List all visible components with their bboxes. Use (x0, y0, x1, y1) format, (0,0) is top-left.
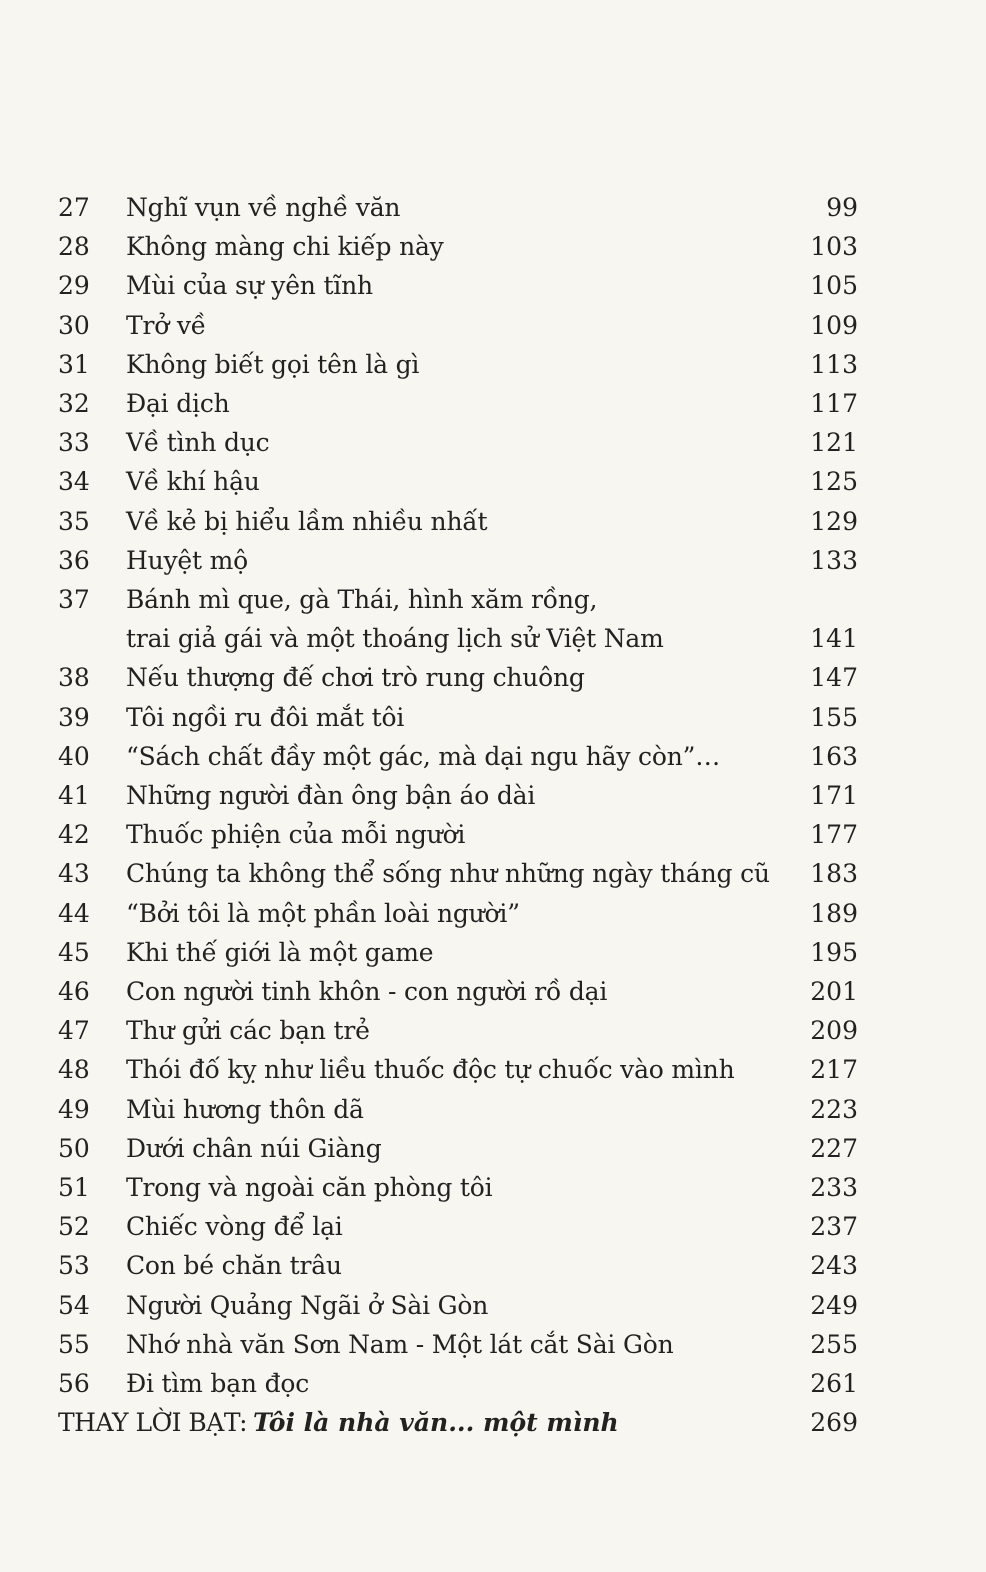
toc-entry-number: 33 (58, 428, 90, 458)
toc-entry-page-number: 155 (810, 702, 858, 732)
toc-entry (58, 1286, 858, 1325)
toc-entry (58, 658, 858, 697)
toc-entry-number: 54 (58, 1290, 90, 1320)
toc-entry (58, 815, 858, 854)
toc-entry-title (126, 698, 778, 737)
toc-entry-title-line: Thư gửi các bạn trẻ (126, 1016, 370, 1046)
toc-entry (58, 306, 858, 345)
toc-entry-number: 34 (58, 467, 90, 497)
toc-entry-page-number: 233 (810, 1173, 858, 1203)
toc-entry-title-line: Trong và ngoài căn phòng tôi (126, 1173, 493, 1203)
toc-entry-title (126, 737, 778, 776)
toc-entry-page-number: 209 (810, 1016, 858, 1046)
toc-entry-number: 40 (58, 741, 90, 771)
toc-entry-title (126, 1129, 778, 1168)
toc-entry-number: 39 (58, 702, 90, 732)
toc-entry (58, 541, 858, 580)
toc-entry (58, 462, 858, 501)
toc-entry-title-line: Dưới chân núi Giàng (126, 1133, 382, 1163)
toc-entry-title-line: Nếu thượng đế chơi trò rung chuông (126, 663, 585, 693)
toc-entry-number: 28 (58, 232, 90, 262)
toc-entry (58, 1364, 858, 1403)
toc-entry-title-line: Khi thế giới là một game (126, 937, 434, 967)
toc-entry-title-line: “Bởi tôi là một phần loài người” (126, 898, 520, 928)
toc-entry-title (126, 384, 778, 423)
toc-entry-title (126, 462, 778, 501)
toc-entry-number: 46 (58, 977, 90, 1007)
toc-entry-title-line: Con bé chăn trâu (126, 1251, 342, 1281)
toc-entry-page-number: 201 (810, 977, 858, 1007)
toc-entry-page-number: 125 (810, 467, 858, 497)
toc-entry (58, 188, 858, 227)
toc-entry-title (126, 1246, 778, 1285)
toc-afterword (58, 1403, 858, 1442)
toc-entry-number: 51 (58, 1173, 90, 1203)
toc-entry (58, 227, 858, 266)
toc-entry-number: 56 (58, 1369, 90, 1399)
toc-entry (58, 502, 858, 541)
toc-entry-title-line: Mùi hương thôn dã (126, 1094, 364, 1124)
toc-entry (58, 933, 858, 972)
afterword-page-number: 269 (810, 1408, 858, 1438)
toc-entry (58, 1129, 858, 1168)
toc-entry-title-line: Con người tinh khôn - con người rồ dại (126, 977, 608, 1007)
toc-entry (58, 972, 858, 1011)
toc-entry-title (126, 776, 778, 815)
toc-entry-title (126, 1090, 778, 1129)
toc-entry-number: 55 (58, 1329, 90, 1359)
toc-entry-title (126, 423, 778, 462)
toc-entry-number: 29 (58, 271, 90, 301)
toc-entry-number: 45 (58, 937, 90, 967)
toc-entry-page-number: 237 (810, 1212, 858, 1242)
toc-entry-number: 43 (58, 859, 90, 889)
toc-entry-page-number: 171 (810, 781, 858, 811)
toc-entry (58, 776, 858, 815)
toc-entry-page-number: 129 (810, 506, 858, 536)
toc-entry-page-number: 141 (810, 624, 858, 654)
toc-entry-title (126, 227, 778, 266)
afterword-label: THAY LỜI BẠT: (58, 1408, 248, 1438)
toc-entry-page-number: 255 (810, 1329, 858, 1359)
toc-entry-title (126, 1325, 778, 1364)
toc-entry-page-number: 223 (810, 1094, 858, 1124)
toc-entry-number: 27 (58, 193, 90, 222)
toc-entry-page-number: 99 (826, 193, 858, 222)
toc-entry (58, 1090, 858, 1129)
toc-entry (58, 384, 858, 423)
toc-entry-page-number: 183 (810, 859, 858, 889)
toc-entry-page-number: 147 (810, 663, 858, 693)
toc-entry-title-line: trai giả gái và một thoáng lịch sử Việt Nam (126, 624, 664, 654)
toc-entry-title-line: Những người đàn ông bận áo dài (126, 781, 536, 811)
toc-entry (58, 698, 858, 737)
toc-entry-number: 48 (58, 1055, 90, 1085)
toc-entry-title-line: Nhớ nhà văn Sơn Nam - Một lát cắt Sài Gòn (126, 1329, 674, 1359)
toc-entry-page-number: 261 (810, 1369, 858, 1399)
toc-entry-title (126, 1364, 778, 1403)
toc-entry (58, 1207, 858, 1246)
toc-entry-number: 42 (58, 820, 90, 850)
toc-entry-number: 49 (58, 1094, 90, 1124)
toc-entry-title-line: Đi tìm bạn đọc (126, 1369, 310, 1399)
toc-entry-title-line: Nghĩ vụn về nghề văn (126, 193, 401, 222)
toc-entry-title (126, 1168, 778, 1207)
toc-entry-page-number: 189 (810, 898, 858, 928)
toc-entry-title (126, 502, 778, 541)
toc-entry-page-number: 133 (810, 545, 858, 575)
toc-entry-number: 35 (58, 506, 90, 536)
toc-entry-title (126, 1050, 778, 1089)
toc-entry-title-line: Chúng ta không thể sống như những ngày tháng cũ (126, 859, 770, 889)
toc-entry (58, 1325, 858, 1364)
toc-entry-page-number: 113 (810, 349, 858, 379)
toc-entry-title-line: Không biết gọi tên là gì (126, 349, 420, 379)
toc-entry-title (126, 541, 778, 580)
toc-entry-title (126, 933, 778, 972)
toc-entry-title (126, 894, 778, 933)
toc-entry (58, 580, 858, 658)
toc-entry-page-number: 177 (810, 820, 858, 850)
table-of-contents (58, 188, 858, 1443)
toc-entry-page-number: 243 (810, 1251, 858, 1281)
toc-entry-number: 44 (58, 898, 90, 928)
toc-entry-title-line: Bánh mì que, gà Thái, hình xăm rồng, (126, 585, 598, 615)
toc-entry-number: 50 (58, 1133, 90, 1163)
toc-entry-title-line: Không màng chi kiếp này (126, 232, 444, 262)
toc-entry-number: 38 (58, 663, 90, 693)
toc-entry (58, 423, 858, 462)
toc-entry-page-number: 227 (810, 1133, 858, 1163)
toc-entry-page-number: 249 (810, 1290, 858, 1320)
toc-entry-title-line: Người Quảng Ngãi ở Sài Gòn (126, 1290, 489, 1320)
toc-entry-title-line: Thuốc phiện của mỗi người (126, 820, 466, 850)
toc-entry-number: 32 (58, 389, 90, 419)
toc-entry-number: 30 (58, 310, 90, 340)
toc-entry (58, 1168, 858, 1207)
toc-entry-title (126, 815, 778, 854)
toc-entry-number: 41 (58, 781, 90, 811)
toc-entry-title-line: Về kẻ bị hiểu lầm nhiều nhất (126, 506, 488, 536)
toc-entry (58, 266, 858, 305)
toc-entry-title (126, 972, 778, 1011)
afterword-subtitle: Tôi là nhà văn... một mình (253, 1408, 619, 1438)
toc-entry-page-number: 195 (810, 937, 858, 967)
toc-entry-title-line: Về tình dục (126, 428, 270, 458)
toc-entry-title-line: Huyệt mộ (126, 545, 248, 575)
toc-entry-page-number: 105 (810, 271, 858, 301)
toc-entry-title-line: “Sách chất đầy một gác, mà dại ngu hãy còn”… (126, 741, 720, 771)
toc-entry-title (126, 1286, 778, 1325)
toc-entry-title (126, 658, 778, 697)
toc-entry-title-line: Trở về (126, 310, 206, 340)
toc-entry-title (126, 306, 778, 345)
toc-entry-title (126, 1011, 778, 1050)
toc-entry-title (126, 188, 778, 227)
toc-entry (58, 737, 858, 776)
toc-entry (58, 1011, 858, 1050)
toc-entry-page-number: 163 (810, 741, 858, 771)
toc-entry-title (126, 580, 778, 658)
toc-entry-title (126, 266, 778, 305)
toc-entry-title-line: Đại dịch (126, 389, 230, 419)
toc-entry (58, 854, 858, 893)
toc-entry-page-number: 109 (810, 310, 858, 340)
toc-entry-number: 37 (58, 585, 90, 615)
toc-entries (58, 188, 858, 1403)
toc-entry-number: 36 (58, 545, 90, 575)
toc-entry-number: 52 (58, 1212, 90, 1242)
toc-entry-title-line: Về khí hậu (126, 467, 260, 497)
toc-entry-title-line: Tôi ngồi ru đôi mắt tôi (126, 702, 405, 732)
toc-entry-number: 47 (58, 1016, 90, 1046)
toc-entry (58, 1246, 858, 1285)
toc-entry (58, 1050, 858, 1089)
toc-entry-page-number: 217 (810, 1055, 858, 1085)
toc-entry-title (126, 1207, 778, 1246)
toc-entry-page-number: 117 (810, 389, 858, 419)
toc-entry (58, 894, 858, 933)
toc-entry-title-line: Mùi của sự yên tĩnh (126, 271, 373, 301)
toc-entry-page-number: 103 (810, 232, 858, 262)
toc-entry-title (126, 345, 778, 384)
toc-entry-title-line: Chiếc vòng để lại (126, 1212, 343, 1242)
toc-entry-title (126, 854, 778, 893)
toc-entry-page-number: 121 (810, 428, 858, 458)
toc-entry-number: 53 (58, 1251, 90, 1281)
toc-entry (58, 345, 858, 384)
toc-entry-number: 31 (58, 349, 90, 379)
toc-entry-title-line: Thói đố kỵ như liều thuốc độc tự chuốc vào mình (126, 1055, 735, 1085)
